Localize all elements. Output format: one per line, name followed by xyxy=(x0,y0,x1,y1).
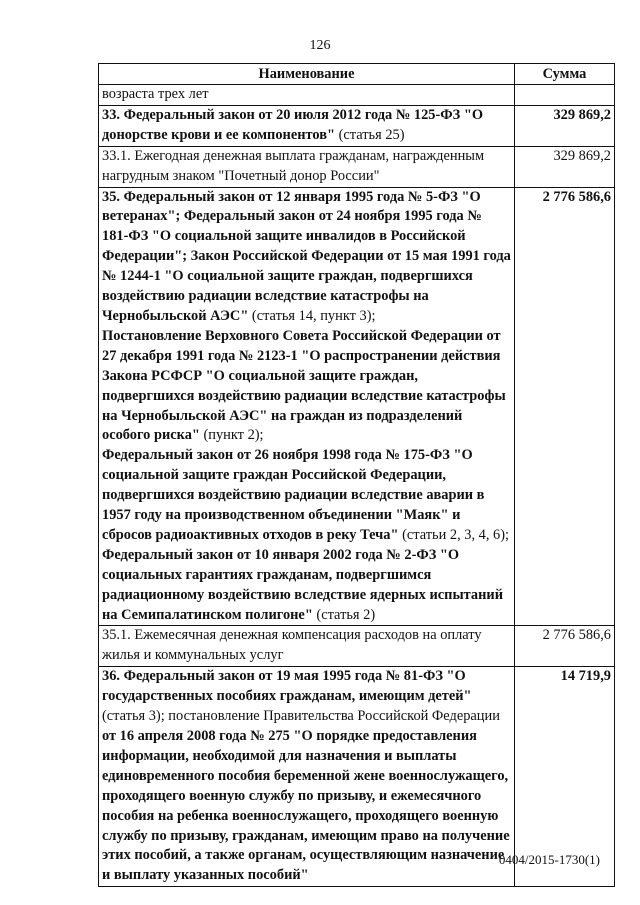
row-33-1-sum: 329 869,2 xyxy=(515,146,615,187)
row-35-law-1: 35. Федеральный закон от 12 января 1995 года № 5-ФЗ "О ветеранах"; Федеральный закон от 24 ноября 1995 года № 181-ФЗ "О социальной защите инвалидов в Российской Федерации"; Закон Российской Федерации от 15 мая 1991 года № 1244-1 "О социальной защите граждан, подвергшихся воздействию радиации вследствие катастрофы на Чернобыльской АЭС" xyxy=(102,188,511,324)
page-number: 126 xyxy=(309,38,331,53)
header-sum: Сумма xyxy=(515,64,615,85)
row-carry-sum xyxy=(515,85,615,106)
row-35-law-4: Федеральный закон от 10 января 2002 года № 2-ФЗ "О социальных гарантиях гражданам, подвергшимся радиационному воздействию вследствие ядерных испытаний на Семипалатинском полигоне" xyxy=(102,546,503,623)
row-36-decree: от 16 апреля 2008 года № 275 "О порядке предоставления информации, необходимой для назначения и выплаты единовременного пособия беременной жене военнослужащего, проходящего военную службу по призыву, и ежемесячного пособия на ребенка военнослужащего, проходящего военную службу по призыву, гражданам, имеющим право на получение этих пособий, а также органам, осуществляющим назначение и выплату указанных пособий" xyxy=(102,728,510,884)
table-row xyxy=(99,626,615,667)
table-row xyxy=(99,85,615,106)
row-35-law-1-article: (статья 14, пункт 3); xyxy=(248,307,376,324)
row-36-sum: 14 719,9 xyxy=(515,667,615,887)
row-35-law-3-article: (статьи 2, 3, 4, 6); xyxy=(398,526,510,543)
row-36-name xyxy=(99,667,515,887)
row-33-sum: 329 869,2 xyxy=(515,105,615,146)
row-carry-text: возраста трех лет xyxy=(99,85,515,106)
row-33-1-text: 33.1. Ежегодная денежная выплата гражданам, награжденным нагрудным знаком "Почетный донор России" xyxy=(99,146,515,187)
row-35-law-2: Постановление Верховного Совета Российской Федерации от 27 декабря 1991 года № 2123-1 "О распространении действия Закона РСФСР "О социальной защите граждан, подвергшихся воздействию радиации вследствие катастрофы на Чернобыльской АЭС" на граждан из подразделений особого риска" xyxy=(102,327,506,444)
row-35-1-sum: 2 776 586,6 xyxy=(515,626,615,667)
document-code: 0404/2015-1730(1) xyxy=(498,852,600,867)
row-33-article: (статья 25) xyxy=(335,126,405,143)
row-36-law-1: 36. Федеральный закон от 19 мая 1995 года № 81-ФЗ "О государственных пособиях гражданам, имеющим детей" xyxy=(102,668,472,705)
row-36-law-1-article: (статья 3); постановление Правительства Российской Федерации xyxy=(102,708,500,725)
row-35-law-3: Федеральный закон от 26 ноября 1998 года № 175-ФЗ "О социальной защите граждан Российской Федерации, подвергшихся воздействию радиации вследствие аварии в 1957 году на производственном объединении "Маяк" и сбросов радиоактивных отходов в реку Теча" xyxy=(102,447,485,543)
row-33-title: 33. Федеральный закон от 20 июля 2012 года № 125-ФЗ "О донорстве крови и ее компонентов" xyxy=(102,106,484,143)
budget-table xyxy=(98,63,615,887)
table-header-row xyxy=(99,64,615,85)
row-33-name xyxy=(99,105,515,146)
row-35-law-2-article: (пункт 2); xyxy=(199,427,264,444)
row-35-1-text: 35.1. Ежемесячная денежная компенсация расходов на оплату жилья и коммунальных услуг xyxy=(99,626,515,667)
table-row xyxy=(99,105,615,146)
row-35-law-4-article: (статья 2) xyxy=(312,606,376,623)
row-35-name xyxy=(99,187,515,626)
table-row xyxy=(99,187,615,626)
header-name: Наименование xyxy=(99,64,515,85)
table-row xyxy=(99,146,615,187)
row-35-sum: 2 776 586,6 xyxy=(515,187,615,626)
